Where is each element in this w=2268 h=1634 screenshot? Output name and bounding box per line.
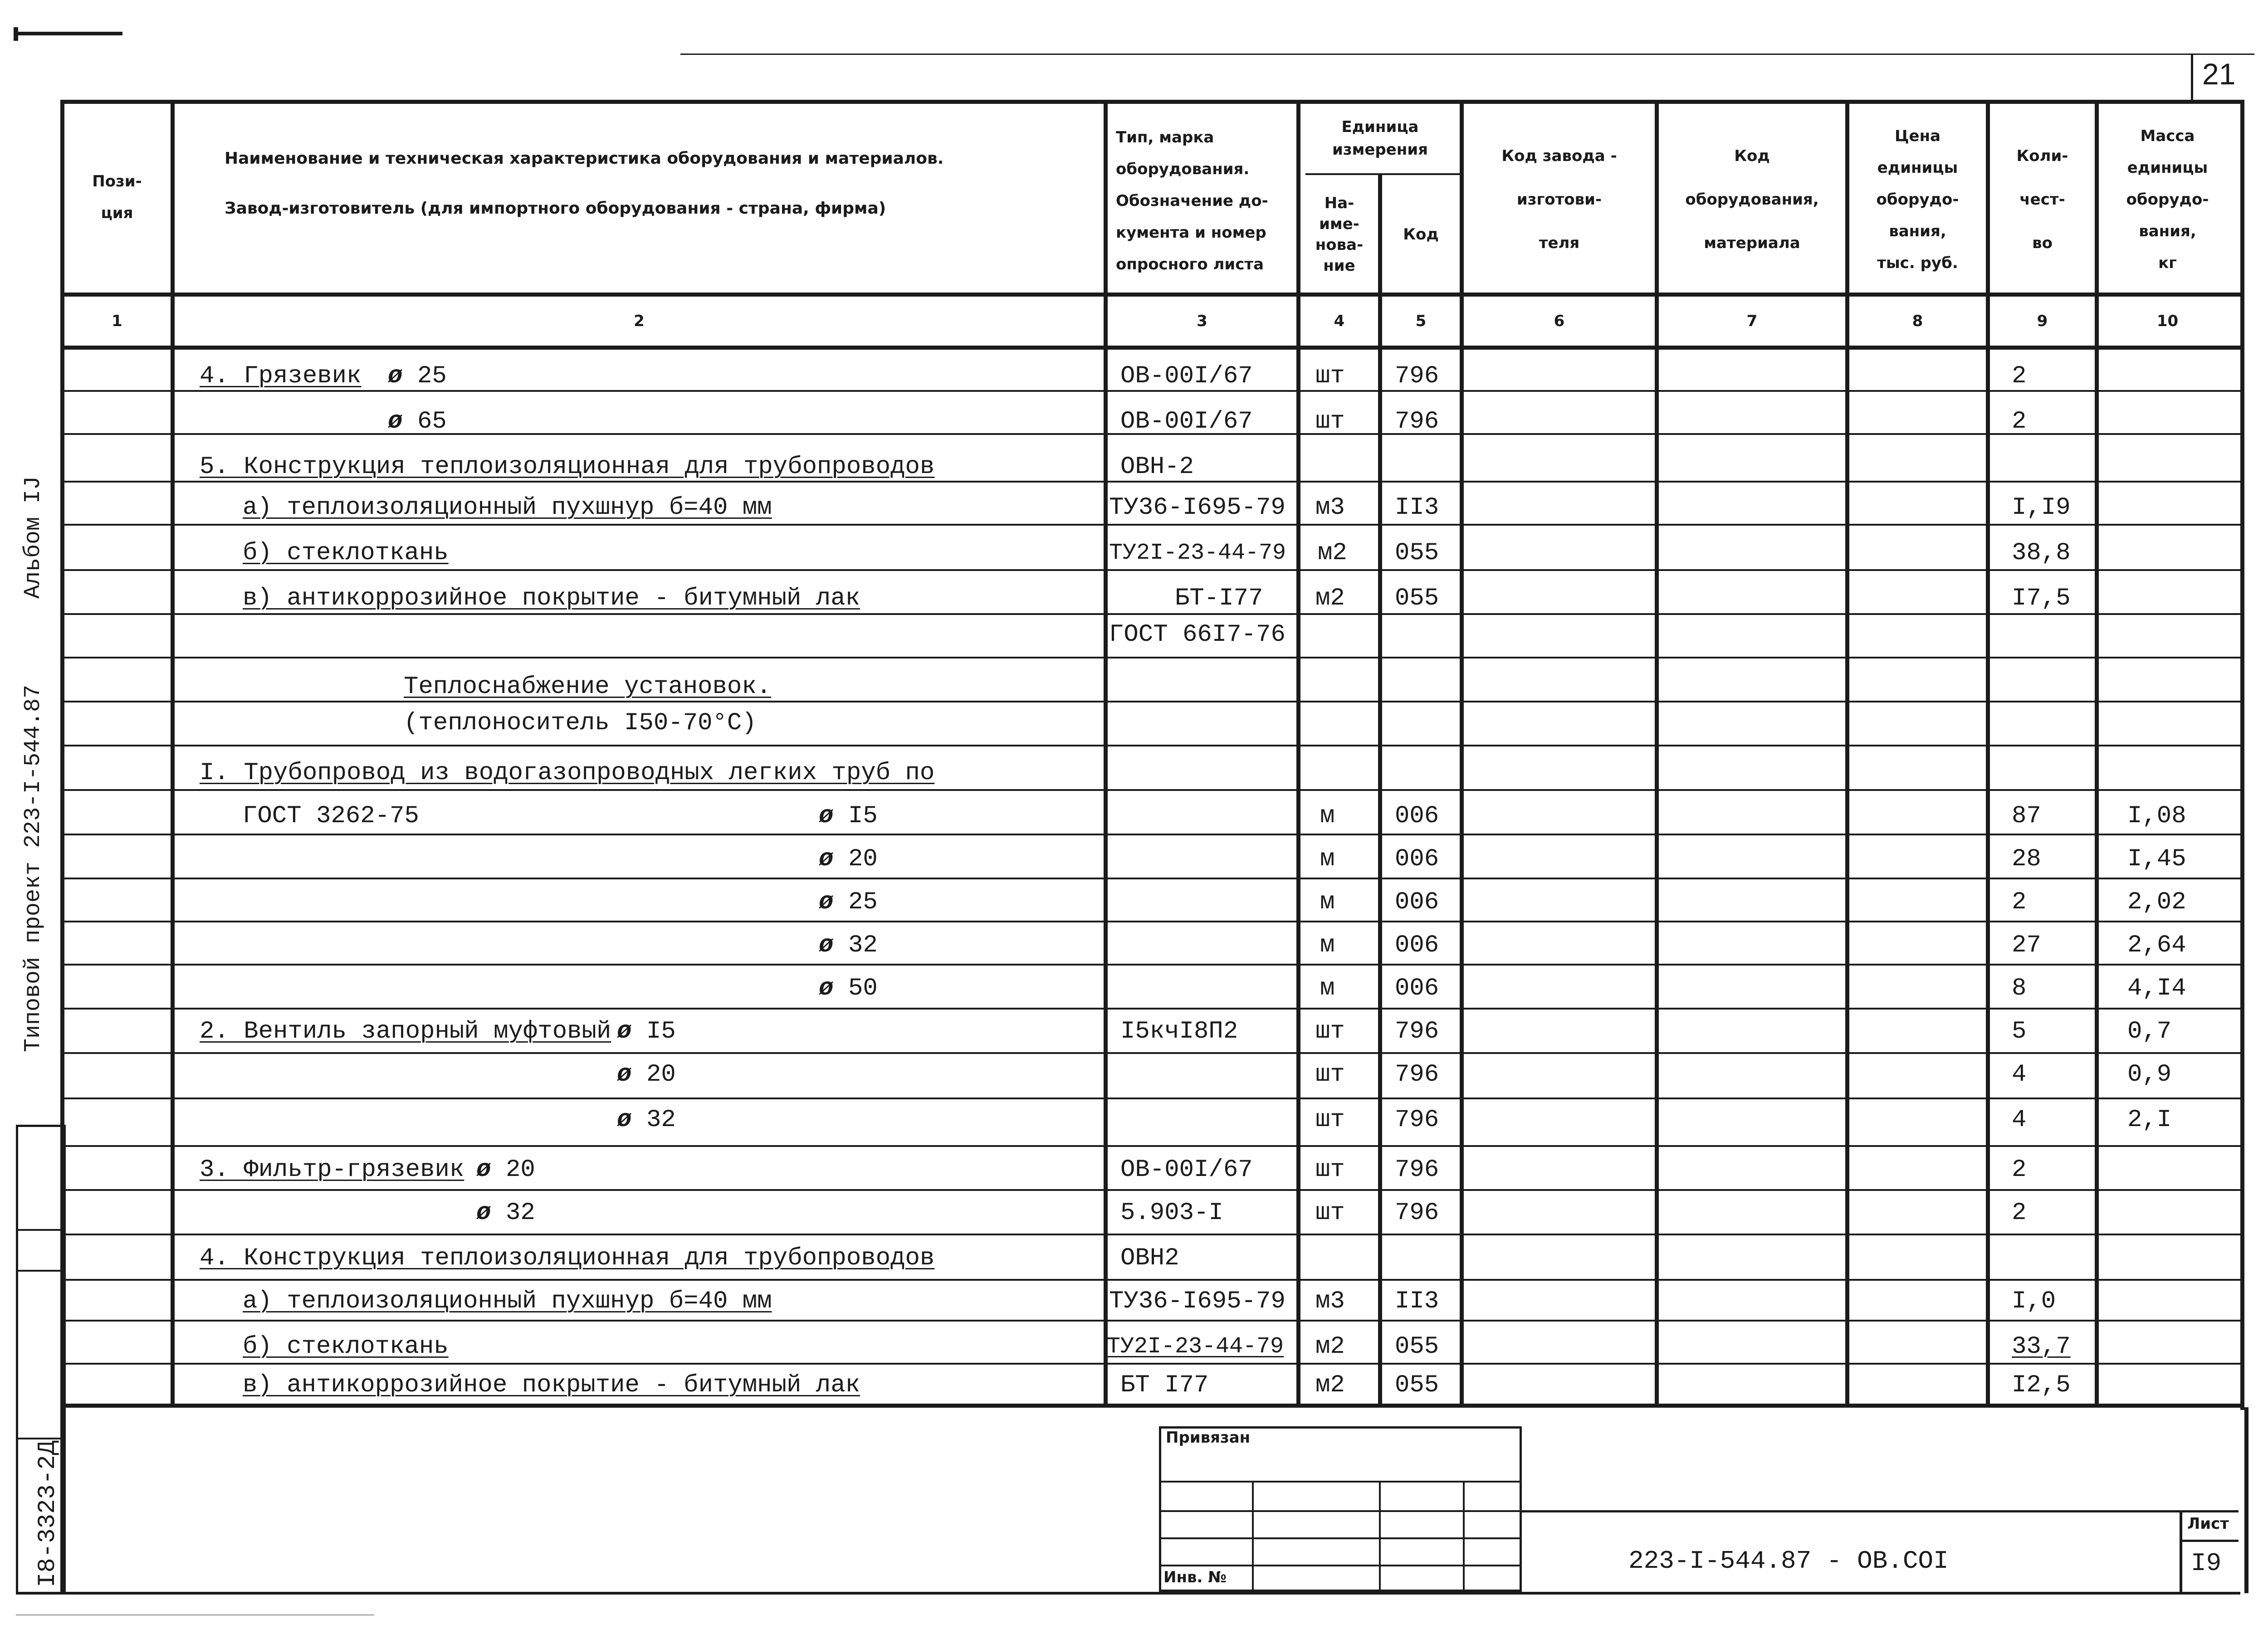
row-22-qty: 33,7 <box>2012 1333 2071 1361</box>
row-3-name: а) теплоизоляционный пухшнур б=40 мм <box>243 494 772 522</box>
row-14-dia: ø <box>819 975 834 1002</box>
row-18-name: 3. Фильтр-грязевик <box>200 1156 464 1184</box>
row-11-unit: м <box>1320 845 1335 873</box>
row-17-unit: шт <box>1315 1106 1345 1134</box>
row-11-mass: I,45 <box>2127 845 2186 873</box>
row-6-type: ГОСТ 66I7-76 <box>1109 621 1286 649</box>
header-name: Наименование и техническая характеристика оборудования и материалов. Завод-изготовитель (для импортного оборудования - страна, фирма) <box>225 149 944 218</box>
row-14-size: 50 <box>848 975 878 1002</box>
column-number-8: 8 <box>1912 312 1923 330</box>
row-0-code: 796 <box>1395 362 1439 390</box>
row-15-type: I5кчI8П2 <box>1120 1018 1238 1045</box>
row-5-type: БТ-I77 <box>1175 585 1263 612</box>
row-10-dia: ø <box>819 802 834 830</box>
row-23-code: 055 <box>1395 1371 1439 1399</box>
row-0-type: ОВ-00I/67 <box>1120 362 1253 390</box>
inv-label: Инв. № <box>1163 1568 1227 1586</box>
row-20-type: ОВН2 <box>1120 1244 1179 1272</box>
bound-label: Привязан <box>1166 1429 1251 1447</box>
row-15-qty: 5 <box>2012 1018 2027 1045</box>
row-14-qty: 8 <box>2012 975 2027 1002</box>
row-12-size: 25 <box>848 888 878 916</box>
row-10-qty: 87 <box>2012 802 2041 830</box>
row-17-size: 32 <box>646 1106 676 1134</box>
title-block-line <box>1520 1510 2239 1512</box>
row-15-dia: ø <box>617 1018 632 1045</box>
column-number-3: 3 <box>1197 312 1207 330</box>
row-19-unit: шт <box>1315 1199 1345 1227</box>
row-15-size: I5 <box>646 1018 676 1045</box>
row-0-qty: 2 <box>2012 362 2027 390</box>
document-code: 223-I-544.87 - ОВ.СОI <box>1628 1546 1949 1575</box>
row-23-qty: I2,5 <box>2012 1371 2071 1399</box>
row-14-mass: 4,I4 <box>2127 975 2186 1002</box>
row-10-size: I5 <box>848 802 878 830</box>
row-19-qty: 2 <box>2012 1199 2027 1227</box>
row-16-code: 796 <box>1395 1061 1439 1088</box>
row-4-type: ТУ2I-23-44-79 <box>1109 540 1286 566</box>
row-4-code: 055 <box>1395 539 1439 567</box>
header-mass: Масса единицы оборудо- вания, кг <box>2126 127 2209 272</box>
row-11-qty: 28 <box>2012 845 2041 873</box>
row-18-dia: ø <box>476 1156 491 1184</box>
row-12-mass: 2,02 <box>2127 888 2186 916</box>
row-3-type: ТУ36-I695-79 <box>1109 494 1286 522</box>
row-11-dia: ø <box>819 845 834 873</box>
row-4-name: б) стеклоткань <box>243 539 449 567</box>
header-equipment-code: Код оборудования, материала <box>1685 147 1819 252</box>
row-17-mass: 2,I <box>2127 1106 2172 1134</box>
row-14-unit: м <box>1320 975 1335 1002</box>
column-number-9: 9 <box>2037 312 2048 330</box>
row-10-mass: I,08 <box>2127 802 2186 830</box>
sheet-label: Лист <box>2187 1515 2229 1533</box>
row-2-type: ОВН-2 <box>1120 453 1194 481</box>
row-16-size: 20 <box>646 1061 676 1088</box>
row-13-code: 006 <box>1395 932 1439 959</box>
row-17-qty: 4 <box>2012 1106 2027 1134</box>
row-1-dia: ø <box>388 408 403 435</box>
row-12-qty: 2 <box>2012 888 2027 916</box>
row-11-size: 20 <box>848 845 878 873</box>
archive-number: I8-3323-2Д <box>34 1440 62 1587</box>
row-13-unit: м <box>1320 932 1335 959</box>
row-0-unit: шт <box>1315 362 1345 390</box>
row-10-name: ГОСТ 3262-75 <box>243 802 419 830</box>
row-1-code: 796 <box>1395 408 1439 435</box>
bottom-line <box>16 1592 2240 1595</box>
row-22-unit: м2 <box>1315 1333 1345 1361</box>
row-5-name: в) антикоррозийное покрытие - битумный лак <box>243 585 860 612</box>
row-19-dia: ø <box>476 1199 491 1227</box>
header-unit-code: Код <box>1403 225 1439 244</box>
row-16-unit: шт <box>1315 1061 1345 1088</box>
bound-stamp-box <box>1159 1426 1522 1592</box>
top-border-line <box>680 54 2254 55</box>
row-22-code: 055 <box>1395 1333 1439 1361</box>
row-21-name: а) теплоизоляционный пухшнур б=40 мм <box>243 1288 772 1315</box>
corner-number: 21 <box>2202 57 2236 91</box>
row-13-mass: 2,64 <box>2127 932 2186 959</box>
row-13-size: 32 <box>848 932 878 959</box>
header-maker-code: Код завода - изготови- теля <box>1501 147 1617 252</box>
row-1-size: 65 <box>417 408 447 435</box>
sheet-number: I9 <box>2191 1549 2222 1578</box>
row-18-size: 20 <box>506 1156 535 1184</box>
row-3-qty: I,I9 <box>2012 494 2071 522</box>
row-19-size: 32 <box>506 1199 535 1227</box>
row-16-dia: ø <box>617 1061 632 1088</box>
row-14-code: 006 <box>1395 975 1439 1002</box>
row-16-mass: 0,9 <box>2127 1061 2172 1088</box>
row-16-qty: 4 <box>2012 1061 2027 1088</box>
row-3-code: II3 <box>1395 494 1439 522</box>
row-11-code: 006 <box>1395 845 1439 873</box>
column-number-1: 1 <box>112 312 122 330</box>
row-18-qty: 2 <box>2012 1156 2027 1184</box>
row-18-unit: шт <box>1315 1156 1345 1184</box>
row-9-name: I. Трубопровод из водогазопроводных легких труб по <box>200 759 935 787</box>
row-5-unit: м2 <box>1315 585 1345 612</box>
album-label: Альбом IJ <box>20 476 46 599</box>
column-number-7: 7 <box>1746 312 1758 330</box>
row-23-type: БТ I77 <box>1120 1371 1209 1399</box>
row-15-name: 2. Вентиль запорный муфтовый <box>200 1018 611 1045</box>
row-15-code: 796 <box>1395 1018 1439 1045</box>
row-4-qty: 38,8 <box>2012 539 2071 567</box>
row-22-type: ТУ2I-23-44-79 <box>1107 1334 1284 1360</box>
row-21-type: ТУ36-I695-79 <box>1109 1288 1286 1315</box>
column-number-10: 10 <box>2156 312 2179 330</box>
corner-mark <box>14 32 122 35</box>
row-18-type: ОВ-00I/67 <box>1120 1156 1253 1184</box>
row-7-name: Теплоснабжение установок. <box>404 673 772 701</box>
row-3-unit: м3 <box>1315 494 1345 522</box>
row-1-unit: шт <box>1315 408 1345 435</box>
row-17-dia: ø <box>617 1106 632 1134</box>
row-5-code: 055 <box>1395 585 1439 612</box>
row-0-dia: ø <box>388 362 403 390</box>
header-type: Тип, марка оборудования. Обозначение до- кумента и номер опросного листа <box>1116 128 1268 273</box>
project-label: Типовой проект 223-I-544.87 <box>20 684 46 1052</box>
row-12-dia: ø <box>819 888 834 916</box>
row-18-code: 796 <box>1395 1156 1439 1184</box>
row-12-code: 006 <box>1395 888 1439 916</box>
row-19-type: 5.903-I <box>1120 1199 1223 1227</box>
corner-tick <box>14 27 18 41</box>
row-21-qty: I,0 <box>2012 1288 2056 1315</box>
column-number-5: 5 <box>1415 312 1427 330</box>
header-position: Пози- ция <box>92 172 142 222</box>
column-number-6: 6 <box>1554 312 1565 330</box>
column-number-4: 4 <box>1334 312 1345 330</box>
header-quantity: Коли- чест- во <box>2016 147 2068 252</box>
row-10-unit: м <box>1320 802 1335 830</box>
row-20-name: 4. Конструкция теплоизоляционная для трубопроводов <box>200 1244 935 1272</box>
row-21-unit: м3 <box>1315 1288 1345 1315</box>
row-12-unit: м <box>1320 888 1335 916</box>
row-15-mass: 0,7 <box>2127 1018 2172 1045</box>
row-1-type: ОВ-00I/67 <box>1120 408 1253 435</box>
row-10-code: 006 <box>1395 802 1439 830</box>
column-number-2: 2 <box>634 312 645 330</box>
row-15-unit: шт <box>1315 1018 1345 1045</box>
row-5-qty: I7,5 <box>2012 585 2071 612</box>
row-21-code: II3 <box>1395 1288 1439 1315</box>
header-unit-name: На- име- нова- ние <box>1315 194 1364 275</box>
row-1-qty: 2 <box>2012 408 2027 435</box>
row-0-name: 4. Грязевик <box>200 362 362 390</box>
header-unit: Единица измерения <box>1332 118 1428 159</box>
row-2-name: 5. Конструкция теплоизоляционная для трубопроводов <box>200 453 935 481</box>
row-17-code: 796 <box>1395 1106 1439 1134</box>
row-0-size: 25 <box>417 362 447 390</box>
footer-mark <box>16 1614 374 1615</box>
row-19-code: 796 <box>1395 1199 1439 1227</box>
row-4-unit: м2 <box>1318 539 1347 567</box>
row-13-dia: ø <box>819 932 834 959</box>
header-price: Цена единицы оборудо- вания, тыс. руб. <box>1876 127 1959 272</box>
row-13-qty: 27 <box>2012 932 2041 959</box>
row-23-unit: м2 <box>1315 1371 1345 1399</box>
row-8-name: (теплоноситель I50-70°С) <box>404 709 757 737</box>
row-23-name: в) антикоррозийное покрытие - битумный лак <box>243 1371 860 1399</box>
row-22-name: б) стеклоткань <box>243 1333 449 1361</box>
